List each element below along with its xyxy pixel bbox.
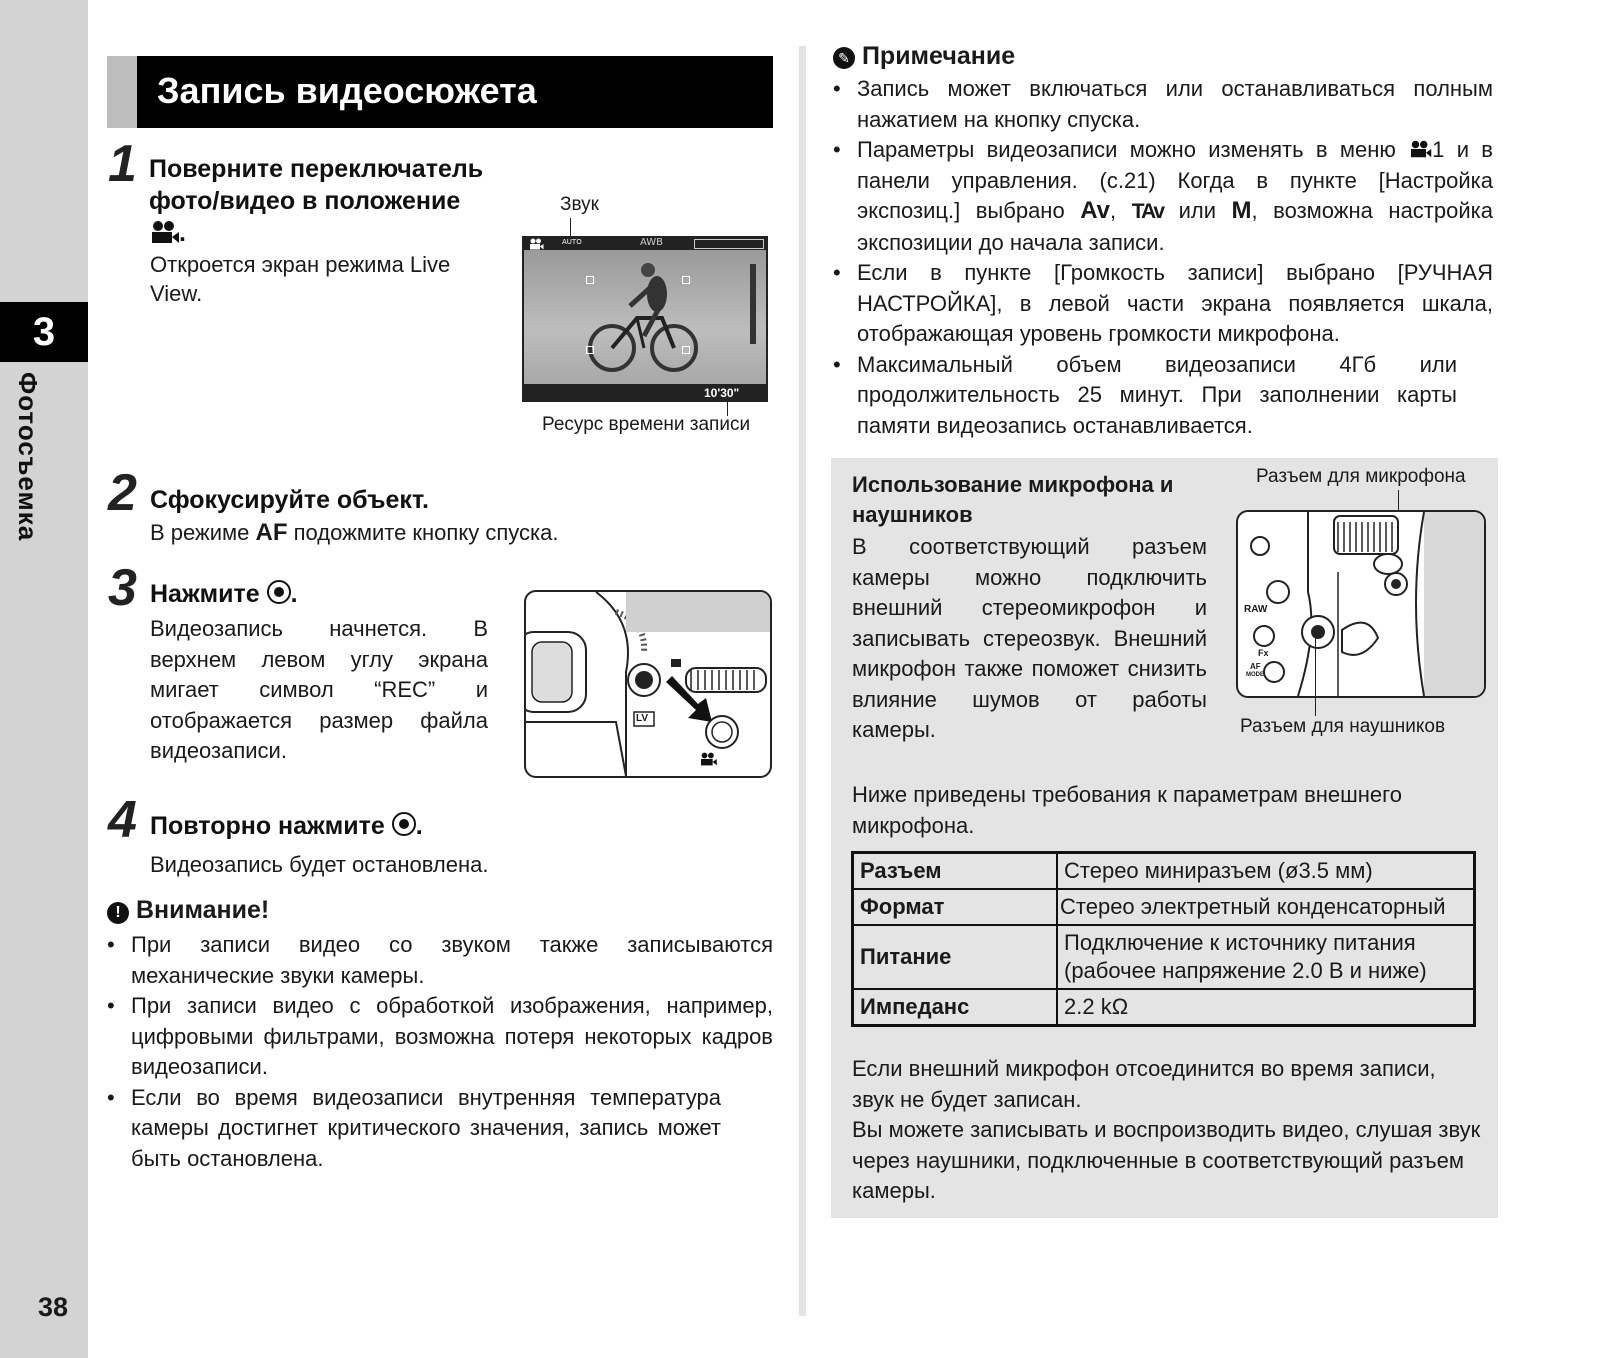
table-value-line: Подключение к источнику питания (1064, 930, 1416, 955)
mic-footer-1: Если внешний микрофон отсоединится во время записи, звук не будет записан. (852, 1056, 1436, 1112)
step-heading-line: фото/видео в положение (149, 187, 461, 215)
mode-button-label: MODE (1246, 672, 1264, 678)
note-text-part: и в панели управления. (с.21) Когда в пункте [Настройка экспозиц.] выбрано (857, 137, 1493, 223)
step-heading (150, 578, 298, 610)
step-text: Видеозапись будет остановлена. (150, 852, 489, 877)
camera-side-drawing (1238, 512, 1484, 696)
camera-side-illustration (1236, 510, 1486, 698)
table-value: 2.2 kΩ (1057, 989, 1475, 1026)
step-number: 2 (108, 464, 137, 522)
step-text (150, 518, 558, 549)
note-heading (833, 42, 1015, 71)
step-heading-end: . (415, 812, 423, 840)
note-text-part: , возможна настройка экспозиции до начала записи. (857, 198, 1493, 255)
requirements-intro: Ниже приведены требования к параметрам внешнего микрофона. (852, 782, 1402, 838)
table-value-line: (рабочее напряжение 2.0 В и ниже) (1064, 958, 1427, 983)
step-text: Откроется экран режима Live View. (150, 252, 451, 306)
page-number: 38 (38, 1292, 69, 1322)
record-button-icon (267, 580, 291, 604)
table-row (853, 889, 1475, 925)
step-number: 1 (108, 135, 137, 193)
movie-icon (149, 220, 179, 244)
list-item: • При записи видео со звуком также записываются механические звуки камеры. (107, 930, 773, 991)
step-heading-end: . (290, 580, 298, 608)
note-text-part: 1 (1432, 137, 1445, 162)
list-item: • При записи видео с обработкой изображения, например, цифровыми фильтрами, возможна потеря некоторых кадров видеозаписи. (107, 991, 773, 1083)
warning-title: Внимание! (135, 896, 270, 924)
section-title: Запись видеосюжета (157, 70, 537, 111)
step-number: 4 (108, 791, 137, 849)
osd-awb: AWB (640, 237, 664, 248)
step-text: Видеозапись начнется. В верхнем левом углу экрана мигает символ “REC” и отображается размер файла видеозаписи. (150, 616, 488, 763)
figure-label-sound: Звук (560, 194, 599, 215)
step-heading-text: Повторно нажмите (150, 812, 385, 840)
table-row (853, 853, 1475, 890)
step-heading (149, 153, 509, 249)
mic-footer-2: Вы можете записывать и воспроизводить видео, слушая звук через наушники, подключенные в соответствующий разъем камеры. (852, 1117, 1481, 1203)
step-number: 3 (108, 559, 137, 617)
table-value: Стерео электретный конденсаторный (1057, 889, 1475, 925)
note-text-part: Параметры видеозаписи можно изменять в меню (857, 137, 1409, 162)
record-button-icon (392, 812, 416, 836)
list-item: • Максимальный объем видеозаписи 4Гб или продолжительность 25 минут. При заполнении карты памяти видеозапись останавливается. (833, 350, 1457, 442)
fx-button-label: Fx (1258, 648, 1269, 658)
step-text-part: подожмите кнопку спуска. (287, 520, 559, 545)
mode-av: Av (1080, 197, 1111, 224)
table-key: Импеданс (853, 989, 1058, 1026)
camera-rear-illustration (524, 590, 772, 778)
camera-rear-drawing (526, 592, 770, 776)
list-item (833, 135, 1493, 258)
step-heading (150, 810, 423, 842)
leader-line (570, 218, 571, 238)
warning-icon: ! (107, 902, 129, 924)
note-title: Примечание (861, 42, 1016, 70)
warning-list (107, 930, 773, 1174)
mic-box-text: В соответствующий разъем камеры можно подключить внешний стереомикрофон и записывать стереозвук. Внешний микрофон также поможет снизить влияние шумов от работы камеры. (852, 534, 1207, 742)
raw-button-label: RAW (1244, 604, 1268, 615)
mic-spec-table (851, 851, 1476, 1027)
af-frame (586, 276, 690, 354)
list-item: • Запись может включаться или останавливаться полным нажатием на кнопку спуска. (833, 74, 1493, 135)
osd-auto: AUTO (562, 238, 582, 246)
list-item: • Если во время видеозаписи внутренняя температура камеры достигнет критического значения, запись может быть остановлена. (107, 1083, 721, 1175)
table-row (853, 989, 1475, 1026)
section-title-bar (107, 56, 773, 128)
movie-icon (526, 238, 546, 250)
table-key: Формат (853, 889, 1058, 925)
note-list (833, 74, 1493, 441)
table-key: Разъем (853, 853, 1058, 890)
table-row (853, 925, 1475, 989)
table-value: Стерео миниразъем (ø3.5 мм) (1057, 853, 1475, 890)
step-text-part: В режиме (150, 520, 256, 545)
step-heading-line: Поверните переключатель (149, 155, 484, 183)
label-mic-jack: Разъем для микрофона (1256, 466, 1466, 487)
chapter-number: 3 (0, 302, 88, 362)
note-icon: ✎ (833, 47, 855, 69)
af-button-label: AF (1250, 662, 1261, 671)
live-view-screen (522, 236, 768, 402)
volume-scale (750, 264, 756, 344)
mode-tav: TAv (1131, 200, 1164, 223)
osd-indicators (694, 239, 764, 249)
column-divider (799, 46, 806, 1316)
lv-button-label: LV (636, 713, 649, 724)
step-heading: Сфокусируйте объект. (150, 486, 429, 514)
label-headphone-jack: Разъем для наушников (1240, 716, 1446, 737)
note-text-part: , (1110, 198, 1132, 223)
step-heading-end: . (179, 219, 186, 247)
table-value (1057, 925, 1475, 989)
chapter-title: Фотосъемка (13, 372, 43, 542)
warning-heading (107, 896, 269, 925)
figure-label-record-time: Ресурс времени записи (542, 414, 751, 435)
af-mode-label: AF (255, 519, 288, 546)
note-text-part: или (1163, 198, 1232, 223)
list-item: • Если в пункте [Громкость записи] выбрано [РУЧНАЯ НАСТРОЙКА], в левой части экрана появляется шкала, отображающая уровень громкости микрофона. (833, 258, 1493, 350)
movie-menu-icon (1408, 140, 1432, 158)
osd-record-time: 10'30" (704, 386, 740, 400)
chapter-title-wrap (12, 372, 76, 702)
step-heading-text: Нажмите (150, 580, 260, 608)
table-key: Питание (853, 925, 1058, 989)
mic-box-title: Использование микрофона и наушников (852, 472, 1174, 527)
movie-icon (699, 752, 717, 766)
step-heading-line (149, 217, 509, 249)
mode-m: M (1231, 197, 1252, 224)
